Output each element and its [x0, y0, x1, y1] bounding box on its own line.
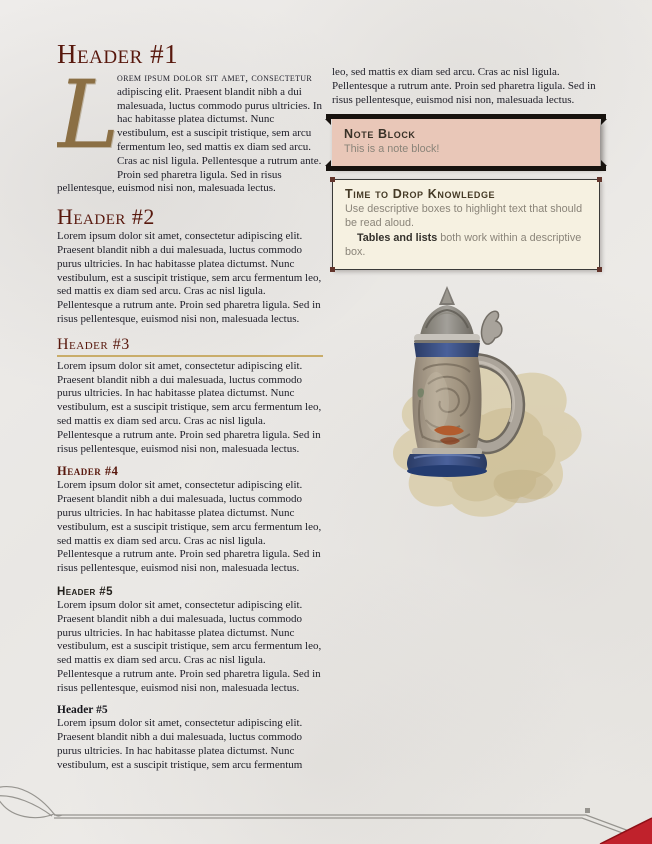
- section-header-5-sans: Header #5: [57, 585, 113, 598]
- footer-flourish-icon: [0, 787, 62, 818]
- descriptive-box-title: Time to Drop Knowledge: [345, 186, 496, 201]
- descriptive-box-line1: Use descriptive boxes to highlight text that should be read aloud.: [345, 202, 583, 230]
- corner-dot-icon: [597, 267, 602, 272]
- note-block-body: This is a note block!: [344, 143, 440, 156]
- section-6-paragraph-truncated: Lorem ipsum dolor sit amet, consectetur adipiscing elit. Praesent blandit nibh a dui malesuada, luctus commodo purus ultricies. In hac habitasse platea dictumst. Nunc vestibulum, est a suscipit tristique, sem arcu fermentum: [57, 717, 303, 771]
- lead-smallcaps-text: orem ipsum dolor sit amet, consectetur: [117, 72, 313, 84]
- section-3-paragraph: Lorem ipsum dolor sit amet, consectetur adipiscing elit. Praesent blandit nibh a dui malesuada, luctus commodo purus ultricies. In hac habitasse platea dictumst. Nunc vestibulum, est a suscipit tristique, sem arcu fermentum leo, sed mattis ex diam sed arcu. Cras ac nisl ligula. Pellentesque a rutrum ante. Proin sed pharetra ligula. Sed in risus pellentesque, euismod nisi non, malesuada lectus.: [57, 359, 322, 455]
- descriptive-box-line2-rest: both work within a descriptive box.: [345, 231, 582, 259]
- lead-paragraph-text: adipiscing elit. Praesent blandit nibh a dui malesuada, luctus commodo purus ultricies. In hac habitasse platea dictumst. Nunc vestibulum, est a suscipit tristique, sem arcu fermentum leo, sed mattis ex diam sed arcu. Cras ac nisl ligula. Pellentesque a rutrum ante. Proin sed pharetra ligula. Sed in risus pellentesque, euismod nisi non, malesuada lectus.: [57, 85, 322, 195]
- corner-dot-icon: [597, 177, 602, 182]
- section-header-2: Header #2: [57, 204, 155, 230]
- note-banner-bar-top: [326, 114, 606, 119]
- section-header-3: Header #3: [57, 335, 323, 357]
- drop-cap-letter: L: [57, 61, 120, 170]
- section-4-paragraph: Lorem ipsum dolor sit amet, consectetur adipiscing elit. Praesent blandit nibh a dui malesuada, luctus commodo purus ultricies. In hac habitasse platea dictumst. Nunc vestibulum, est a suscipit tristique, sem arcu fermentum leo, sed mattis ex diam sed arcu. Cras ac nisl ligula. Pellentesque a rutrum ante. Proin sed pharetra ligula. Sed in risus pellentesque, euismod nisi non, malesuada lectus.: [57, 479, 322, 575]
- section-header-5-serif: Header #5: [57, 704, 108, 717]
- note-banner-bar-bottom: [326, 166, 606, 171]
- descriptive-box-line2: [345, 231, 587, 260]
- descriptive-box-bold-lead: Tables and lists: [357, 231, 438, 244]
- beer-stein-illustration: [348, 280, 648, 575]
- beer-stein-art: [348, 280, 648, 575]
- stein-thumb-lever: [482, 311, 502, 344]
- section-2-paragraph: Lorem ipsum dolor sit amet, consectetur adipiscing elit. Praesent blandit nibh a dui malesuada, luctus commodo purus ultricies. In hac habitasse platea dictumst. Nunc vestibulum, est a suscipit tristique, sem arcu fermentum leo, sed mattis ex diam sed arcu. Cras ac nisl ligula. Pellentesque a rutrum ante. Proin sed pharetra ligula. Sed in risus pellentesque, euismod nisi non, malesuada lectus.: [57, 230, 322, 325]
- left-column: [57, 40, 323, 800]
- stein-neck-band: [414, 343, 480, 357]
- descriptive-box: [332, 179, 600, 270]
- footer-decoration: [0, 774, 652, 844]
- footer-rule: [54, 815, 648, 841]
- note-block-title: Note Block: [344, 127, 416, 142]
- right-column: [332, 66, 600, 270]
- continuation-paragraph: leo, sed mattis ex diam sed arcu. Cras ac nisl ligula. Pellentesque a rutrum ante. Proin sed pharetra ligula. Sed in risus pellentesque, euismod nisi non, malesuada lectus.: [332, 66, 596, 106]
- section-header-1: Header #1: [57, 40, 179, 69]
- section-header-4: Header #4: [57, 464, 119, 479]
- lead-paragraph: [57, 61, 323, 196]
- corner-dot-icon: [330, 177, 335, 182]
- section-5-paragraph: Lorem ipsum dolor sit amet, consectetur adipiscing elit. Praesent blandit nibh a dui malesuada, luctus commodo purus ultricies. In hac habitasse platea dictumst. Nunc vestibulum, est a suscipit tristique, sem arcu fermentum leo, sed mattis ex diam sed arcu. Cras ac nisl ligula. Pellentesque a rutrum ante. Proin sed pharetra ligula. Sed in risus pellentesque, euismod nisi non, malesuada lectus.: [57, 598, 322, 694]
- corner-dot-icon: [330, 267, 335, 272]
- note-block: [332, 119, 600, 166]
- footer-rule-dot: [585, 808, 590, 813]
